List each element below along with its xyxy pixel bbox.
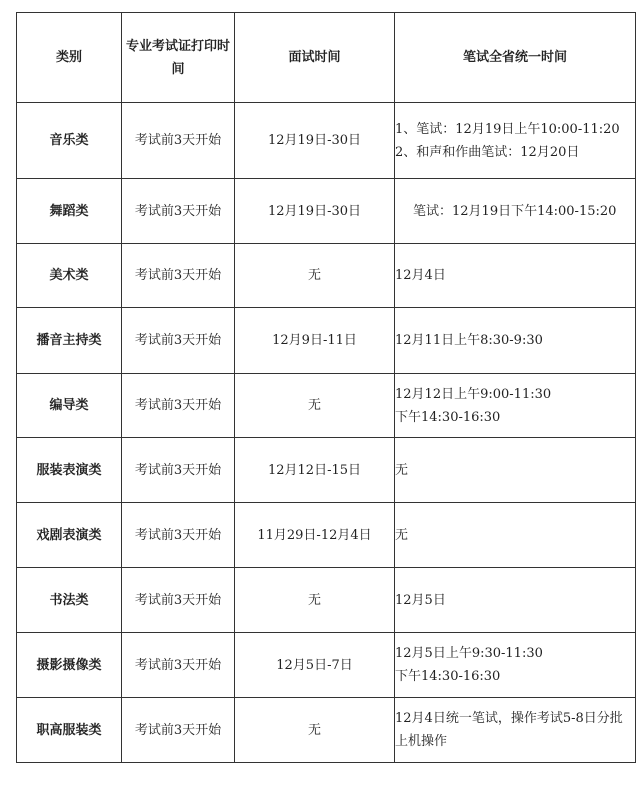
- category-cell: 书法类: [17, 568, 122, 633]
- print-time-cell: 考试前3天开始: [122, 374, 235, 438]
- print-time-cell: 考试前3天开始: [122, 633, 235, 698]
- category-cell: 播音主持类: [17, 308, 122, 374]
- print-time-cell: 考试前3天开始: [122, 568, 235, 633]
- interview-time-cell: 12月19日-30日: [235, 103, 395, 179]
- exam-schedule-table: [16, 12, 636, 763]
- category-cell: 服装表演类: [17, 438, 122, 503]
- table-row: [17, 503, 636, 568]
- category-cell: 戏剧表演类: [17, 503, 122, 568]
- print-time-cell: 考试前3天开始: [122, 698, 235, 763]
- category-cell: 舞蹈类: [17, 179, 122, 244]
- category-cell: 美术类: [17, 244, 122, 308]
- table-row: [17, 179, 636, 244]
- interview-time-cell: 12月19日-30日: [235, 179, 395, 244]
- category-cell: 职高服装类: [17, 698, 122, 763]
- print-time-cell: 考试前3天开始: [122, 438, 235, 503]
- header-print-time: 专业考试证打印时间: [122, 13, 235, 103]
- interview-time-cell: 12月12日-15日: [235, 438, 395, 503]
- written-time-line: 1、笔试：12月19日上午10:00-11:20: [395, 121, 620, 137]
- written-time-line: 12月5日: [395, 592, 446, 608]
- written-time-line: 下午14:30-16:30: [395, 669, 501, 684]
- interview-time-cell: 无: [235, 374, 395, 438]
- interview-time-cell: 12月5日-7日: [235, 633, 395, 698]
- table-row: [17, 103, 636, 179]
- header-interview-time: 面试时间: [235, 13, 395, 103]
- written-time-line: 笔试：12月19日下午14:00-15:20: [413, 203, 617, 219]
- written-time-line: 12月4日: [395, 268, 446, 283]
- written-time-cell: [395, 568, 636, 633]
- written-time-line: 下午14:30-16:30: [395, 409, 501, 425]
- interview-time-cell: 无: [235, 568, 395, 633]
- written-time-cell: [395, 244, 636, 308]
- category-cell: 摄影摄像类: [17, 633, 122, 698]
- written-time-line: 12月5日上午9:30-11:30: [395, 646, 543, 661]
- written-time-line: 12月4日统一笔试，操作考试5-8日分批上机操作: [395, 711, 623, 749]
- written-time-cell: [395, 438, 636, 503]
- table-row: [17, 633, 636, 698]
- interview-time-cell: 12月9日-11日: [235, 308, 395, 374]
- written-time-line: 无: [395, 462, 409, 478]
- header-category: 类别: [17, 13, 122, 103]
- print-time-cell: 考试前3天开始: [122, 308, 235, 374]
- written-time-cell: [395, 374, 636, 438]
- written-time-cell: [395, 308, 636, 374]
- table-row: [17, 438, 636, 503]
- written-time-cell: [395, 633, 636, 698]
- print-time-cell: 考试前3天开始: [122, 503, 235, 568]
- written-time-cell: [395, 103, 636, 179]
- written-time-line: 12月11日上午8:30-9:30: [395, 333, 543, 348]
- written-time-cell: [395, 503, 636, 568]
- header-written-time: 笔试全省统一时间: [395, 13, 636, 103]
- category-cell: 编导类: [17, 374, 122, 438]
- table-row: [17, 244, 636, 308]
- interview-time-cell: 11月29日-12月4日: [235, 503, 395, 568]
- written-time-cell: [395, 179, 636, 244]
- written-time-line: 2、和声和作曲笔试：12月20日: [395, 144, 580, 160]
- print-time-cell: 考试前3天开始: [122, 244, 235, 308]
- written-time-line: 无: [395, 527, 409, 543]
- table-row: [17, 308, 636, 374]
- interview-time-cell: 无: [235, 244, 395, 308]
- table-row: [17, 374, 636, 438]
- table-row: [17, 698, 636, 763]
- written-time-line: 12月12日上午9:00-11:30: [395, 386, 552, 402]
- written-time-cell: [395, 698, 636, 763]
- table-header-row: [17, 13, 636, 103]
- print-time-cell: 考试前3天开始: [122, 103, 235, 179]
- interview-time-cell: 无: [235, 698, 395, 763]
- category-cell: 音乐类: [17, 103, 122, 179]
- table-row: [17, 568, 636, 633]
- print-time-cell: 考试前3天开始: [122, 179, 235, 244]
